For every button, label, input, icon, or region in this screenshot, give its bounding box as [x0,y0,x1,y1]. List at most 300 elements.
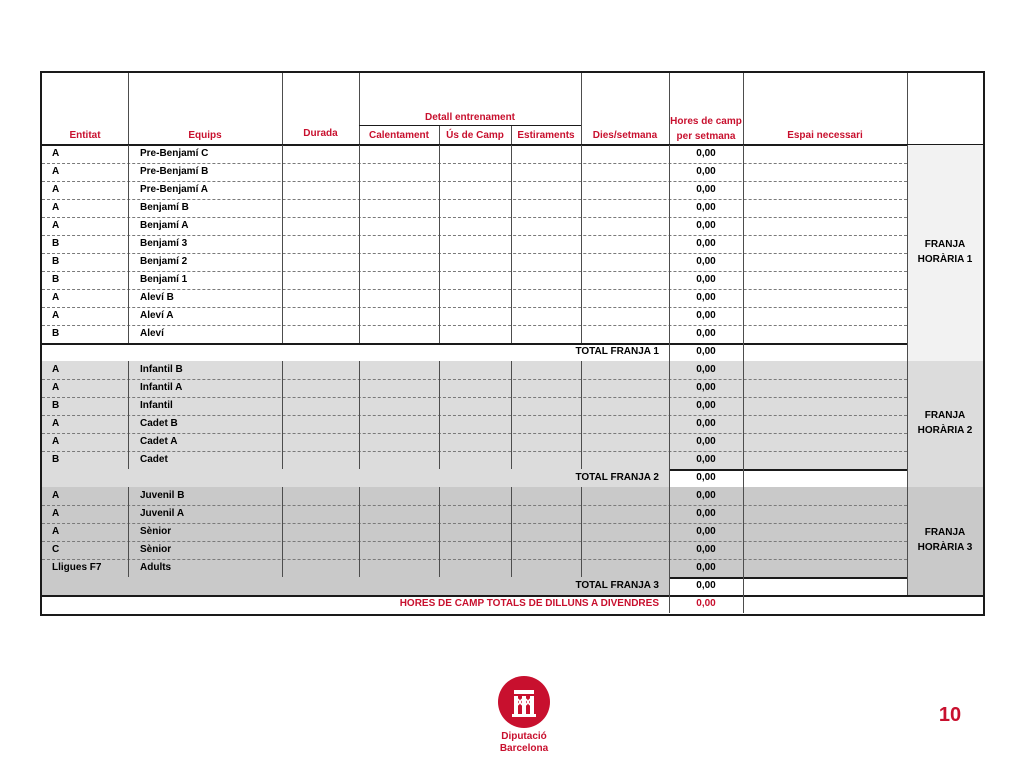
column-divider [359,289,360,307]
entitat-cell: A [52,418,60,429]
equip-cell: Adults [140,562,172,573]
dies-setmana-cell[interactable] [581,253,669,271]
column-divider [743,343,744,361]
column-divider [907,217,908,235]
column-divider [439,433,440,451]
estiraments-cell[interactable] [511,415,581,433]
equip-cell: Infantil B [140,364,183,375]
us-de-camp-cell[interactable] [439,415,511,433]
column-divider [907,181,908,199]
durada-cell[interactable] [282,199,359,217]
total-franja-value: 0,00 [696,346,716,357]
calentament-cell[interactable] [359,271,439,289]
durada-cell[interactable] [282,325,359,343]
total-franja-value: 0,00 [696,472,716,483]
column-divider [359,541,360,559]
column-divider [128,415,129,433]
column-divider [907,487,908,505]
us-de-camp-cell[interactable] [439,523,511,541]
durada-cell[interactable] [282,415,359,433]
hores-cell: 0,00 [696,328,716,339]
calentament-cell[interactable] [359,181,439,199]
column-divider [511,559,512,577]
column-divider [359,217,360,235]
us-de-camp-cell[interactable] [439,199,511,217]
column-divider [581,541,582,559]
column-divider [439,289,440,307]
durada-cell[interactable] [282,559,359,577]
column-divider [511,325,512,343]
column-divider [511,415,512,433]
column-divider [669,379,670,397]
column-divider [907,361,908,379]
durada-cell[interactable] [282,487,359,505]
espai-necessari-cell[interactable] [743,181,907,199]
header-column-divider [282,73,283,145]
estiraments-cell[interactable] [511,307,581,325]
calentament-cell[interactable] [359,199,439,217]
us-de-camp-cell[interactable] [439,289,511,307]
column-divider [359,523,360,541]
durada-cell[interactable] [282,379,359,397]
column-divider [128,325,129,343]
column-divider [743,217,744,235]
header-calentament: Calentament [368,130,429,141]
us-de-camp-cell[interactable] [439,451,511,469]
hores-cell: 0,00 [696,202,716,213]
dies-setmana-cell[interactable] [581,523,669,541]
durada-cell[interactable] [282,235,359,253]
column-divider [282,397,283,415]
espai-necessari-cell[interactable] [743,253,907,271]
dies-setmana-cell[interactable] [581,199,669,217]
header-estiraments: Estiraments [517,130,575,141]
durada-cell[interactable] [282,397,359,415]
durada-cell[interactable] [282,163,359,181]
espai-necessari-cell[interactable] [743,451,907,469]
column-divider [669,181,670,199]
durada-cell[interactable] [282,523,359,541]
column-divider [743,181,744,199]
column-divider [669,145,670,163]
column-divider [511,433,512,451]
estiraments-cell[interactable] [511,379,581,397]
estiraments-cell[interactable] [511,271,581,289]
hores-cell: 0,00 [696,292,716,303]
us-de-camp-cell[interactable] [439,325,511,343]
durada-cell[interactable] [282,307,359,325]
column-divider [581,253,582,271]
column-divider [511,145,512,163]
franja-label-line1: FRANJA [924,527,966,538]
column-divider [439,415,440,433]
franja-label-line1: FRANJA [924,239,966,250]
espai-necessari-cell[interactable] [743,433,907,451]
calentament-cell[interactable] [359,559,439,577]
espai-necessari-cell[interactable] [743,487,907,505]
us-de-camp-cell[interactable] [439,271,511,289]
estiraments-cell[interactable] [511,541,581,559]
espai-necessari-cell[interactable] [743,541,907,559]
durada-cell[interactable] [282,217,359,235]
dies-setmana-cell[interactable] [581,541,669,559]
calentament-cell[interactable] [359,361,439,379]
column-divider [439,217,440,235]
calentament-cell[interactable] [359,163,439,181]
equip-cell: Pre-Benjamí B [140,166,209,177]
column-divider [439,379,440,397]
estiraments-cell[interactable] [511,505,581,523]
column-divider [359,271,360,289]
hores-cell: 0,00 [696,220,716,231]
dies-setmana-cell[interactable] [581,433,669,451]
column-divider [743,577,744,595]
column-divider [359,433,360,451]
dies-setmana-cell[interactable] [581,451,669,469]
dies-setmana-cell[interactable] [581,163,669,181]
us-de-camp-cell[interactable] [439,379,511,397]
estiraments-cell[interactable] [511,181,581,199]
column-divider [128,433,129,451]
column-divider [743,595,744,613]
header-equips: Equips [188,130,222,141]
espai-necessari-cell[interactable] [743,325,907,343]
us-de-camp-cell[interactable] [439,235,511,253]
estiraments-cell[interactable] [511,433,581,451]
entitat-cell: A [52,508,60,519]
calentament-cell[interactable] [359,397,439,415]
column-divider [511,271,512,289]
column-divider [359,415,360,433]
header-hores-line2: per setmana [676,131,736,142]
dies-setmana-cell[interactable] [581,415,669,433]
column-divider [128,235,129,253]
espai-necessari-cell[interactable] [743,559,907,577]
column-divider [439,541,440,559]
durada-cell[interactable] [282,505,359,523]
entitat-cell: A [52,436,60,447]
column-divider [511,253,512,271]
espai-necessari-cell[interactable] [743,505,907,523]
header-durada: Durada [303,128,338,139]
column-divider [282,163,283,181]
column-divider [282,541,283,559]
column-divider [669,163,670,181]
column-divider [669,217,670,235]
column-divider [439,199,440,217]
column-divider [282,253,283,271]
dies-setmana-cell[interactable] [581,487,669,505]
column-divider [282,235,283,253]
column-divider [511,505,512,523]
estiraments-cell[interactable] [511,487,581,505]
header-column-divider [581,73,582,145]
us-de-camp-cell[interactable] [439,181,511,199]
column-divider [439,253,440,271]
column-divider [128,487,129,505]
column-divider [439,487,440,505]
us-de-camp-cell[interactable] [439,163,511,181]
column-divider [743,271,744,289]
header-dies-setmana: Dies/setmana [592,130,658,141]
entitat-cell: A [52,220,60,231]
franja-label-line2: HORÀRIA 2 [917,425,973,436]
page-number: 10 [938,704,962,726]
grand-total-label: HORES DE CAMP TOTALS DE DILLUNS A DIVENDRES [399,598,659,609]
dies-setmana-cell[interactable] [581,325,669,343]
dies-setmana-cell[interactable] [581,235,669,253]
hores-cell: 0,00 [696,526,716,537]
calentament-cell[interactable] [359,523,439,541]
calentament-cell[interactable] [359,541,439,559]
hores-cell: 0,00 [696,544,716,555]
dies-setmana-cell[interactable] [581,379,669,397]
column-divider [743,307,744,325]
equip-cell: Pre-Benjamí C [140,148,209,159]
us-de-camp-cell[interactable] [439,487,511,505]
franja-label-line2: HORÀRIA 1 [917,254,973,265]
column-divider [282,181,283,199]
column-divider [581,217,582,235]
header-detall-entrenament: Detall entrenament [424,112,516,123]
column-divider [511,217,512,235]
us-de-camp-cell[interactable] [439,217,511,235]
hours-table [40,71,985,616]
column-divider [743,559,744,577]
header-us-de-camp: Ús de Camp [446,130,504,141]
dies-setmana-cell[interactable] [581,181,669,199]
franja-label [907,237,983,267]
column-divider [669,451,670,469]
espai-necessari-cell[interactable] [743,235,907,253]
total-franja-label: TOTAL FRANJA 1 [575,346,659,357]
espai-necessari-cell[interactable] [743,415,907,433]
equip-cell: Benjamí 2 [140,256,188,267]
column-divider [128,181,129,199]
column-divider [743,163,744,181]
espai-necessari-cell[interactable] [743,217,907,235]
column-divider [743,379,744,397]
total-franja-label: TOTAL FRANJA 3 [575,580,659,591]
durada-cell[interactable] [282,361,359,379]
estiraments-cell[interactable] [511,325,581,343]
entitat-cell: B [52,256,60,267]
calentament-cell[interactable] [359,505,439,523]
durada-cell[interactable] [282,271,359,289]
entitat-cell: B [52,454,60,465]
us-de-camp-cell[interactable] [439,541,511,559]
espai-necessari-cell[interactable] [743,361,907,379]
column-divider [907,559,908,577]
column-divider [743,433,744,451]
espai-necessari-cell[interactable] [743,379,907,397]
calentament-cell[interactable] [359,451,439,469]
durada-cell[interactable] [282,433,359,451]
column-divider [282,271,283,289]
equip-cell: Infantil [140,400,173,411]
column-divider [907,451,908,469]
entitat-cell: Lligues F7 [52,562,102,573]
franja-label-line1: FRANJA [924,410,966,421]
franja-label [907,525,983,555]
dies-setmana-cell[interactable] [581,397,669,415]
franja-label-line2: HORÀRIA 3 [917,542,973,553]
espai-necessari-cell[interactable] [743,397,907,415]
column-divider [669,235,670,253]
column-divider [907,577,908,595]
estiraments-cell[interactable] [511,523,581,541]
us-de-camp-cell[interactable] [439,433,511,451]
hores-cell: 0,00 [696,256,716,267]
durada-cell[interactable] [282,181,359,199]
column-divider [669,397,670,415]
column-divider [359,559,360,577]
column-divider [359,361,360,379]
header-subcolumn-divider [511,125,512,145]
column-divider [511,541,512,559]
espai-necessari-cell[interactable] [743,289,907,307]
column-divider [907,145,908,163]
espai-necessari-cell[interactable] [743,199,907,217]
equip-cell: Sènior [140,526,172,537]
calentament-cell[interactable] [359,217,439,235]
column-divider [669,253,670,271]
column-divider [581,559,582,577]
column-divider [669,505,670,523]
estiraments-cell[interactable] [511,145,581,163]
dies-setmana-cell[interactable] [581,307,669,325]
calentament-cell[interactable] [359,289,439,307]
entitat-cell: A [52,148,60,159]
column-divider [439,271,440,289]
espai-necessari-cell[interactable] [743,271,907,289]
column-divider [669,577,670,595]
us-de-camp-cell[interactable] [439,559,511,577]
hores-cell: 0,00 [696,454,716,465]
column-divider [282,379,283,397]
calentament-cell[interactable] [359,487,439,505]
column-divider [282,289,283,307]
column-divider [282,451,283,469]
estiraments-cell[interactable] [511,559,581,577]
column-divider [907,505,908,523]
calentament-cell[interactable] [359,379,439,397]
column-divider [511,397,512,415]
calentament-cell[interactable] [359,253,439,271]
column-divider [282,487,283,505]
header-espai-necessari: Espai necessari [787,130,863,141]
estiraments-cell[interactable] [511,217,581,235]
column-divider [581,361,582,379]
calentament-cell[interactable] [359,433,439,451]
column-divider [743,415,744,433]
dies-setmana-cell[interactable] [581,559,669,577]
dies-setmana-cell[interactable] [581,145,669,163]
column-divider [669,487,670,505]
equip-cell: Aleví A [140,310,174,321]
durada-cell[interactable] [282,253,359,271]
column-divider [439,163,440,181]
column-divider [743,199,744,217]
durada-cell[interactable] [282,541,359,559]
us-de-camp-cell[interactable] [439,307,511,325]
estiraments-cell[interactable] [511,451,581,469]
column-divider [581,415,582,433]
column-divider [581,289,582,307]
column-divider [743,253,744,271]
estiraments-cell[interactable] [511,253,581,271]
column-divider [359,451,360,469]
espai-necessari-cell[interactable] [743,163,907,181]
column-divider [128,451,129,469]
column-divider [907,343,908,361]
column-divider [439,181,440,199]
estiraments-cell[interactable] [511,199,581,217]
us-de-camp-cell[interactable] [439,505,511,523]
espai-necessari-cell[interactable] [743,145,907,163]
dies-setmana-cell[interactable] [581,505,669,523]
column-divider [669,325,670,343]
column-divider [282,199,283,217]
column-divider [743,487,744,505]
column-divider [669,415,670,433]
calentament-cell[interactable] [359,235,439,253]
durada-cell[interactable] [282,145,359,163]
entitat-cell: A [52,382,60,393]
estiraments-cell[interactable] [511,235,581,253]
estiraments-cell[interactable] [511,289,581,307]
column-divider [282,307,283,325]
column-divider [581,505,582,523]
us-de-camp-cell[interactable] [439,253,511,271]
dies-setmana-cell[interactable] [581,289,669,307]
column-divider [511,181,512,199]
equip-cell: Aleví B [140,292,174,303]
equip-cell: Aleví [140,328,164,339]
calentament-cell[interactable] [359,307,439,325]
durada-cell[interactable] [282,451,359,469]
us-de-camp-cell[interactable] [439,397,511,415]
estiraments-cell[interactable] [511,397,581,415]
column-divider [669,595,670,613]
column-divider [439,325,440,343]
dies-setmana-cell[interactable] [581,271,669,289]
estiraments-cell[interactable] [511,361,581,379]
calentament-cell[interactable] [359,145,439,163]
dies-setmana-cell[interactable] [581,217,669,235]
equip-cell: Cadet [140,454,168,465]
espai-necessari-cell[interactable] [743,523,907,541]
hores-cell: 0,00 [696,184,716,195]
espai-necessari-cell[interactable] [743,307,907,325]
dies-setmana-cell[interactable] [581,361,669,379]
us-de-camp-cell[interactable] [439,145,511,163]
us-de-camp-cell[interactable] [439,361,511,379]
column-divider [128,505,129,523]
estiraments-cell[interactable] [511,163,581,181]
hores-cell: 0,00 [696,382,716,393]
header-column-divider [907,73,908,145]
column-divider [128,163,129,181]
column-divider [128,397,129,415]
durada-cell[interactable] [282,289,359,307]
calentament-cell[interactable] [359,325,439,343]
column-divider [359,163,360,181]
column-divider [743,469,744,487]
equip-cell: Sènior [140,544,172,555]
calentament-cell[interactable] [359,415,439,433]
column-divider [743,451,744,469]
